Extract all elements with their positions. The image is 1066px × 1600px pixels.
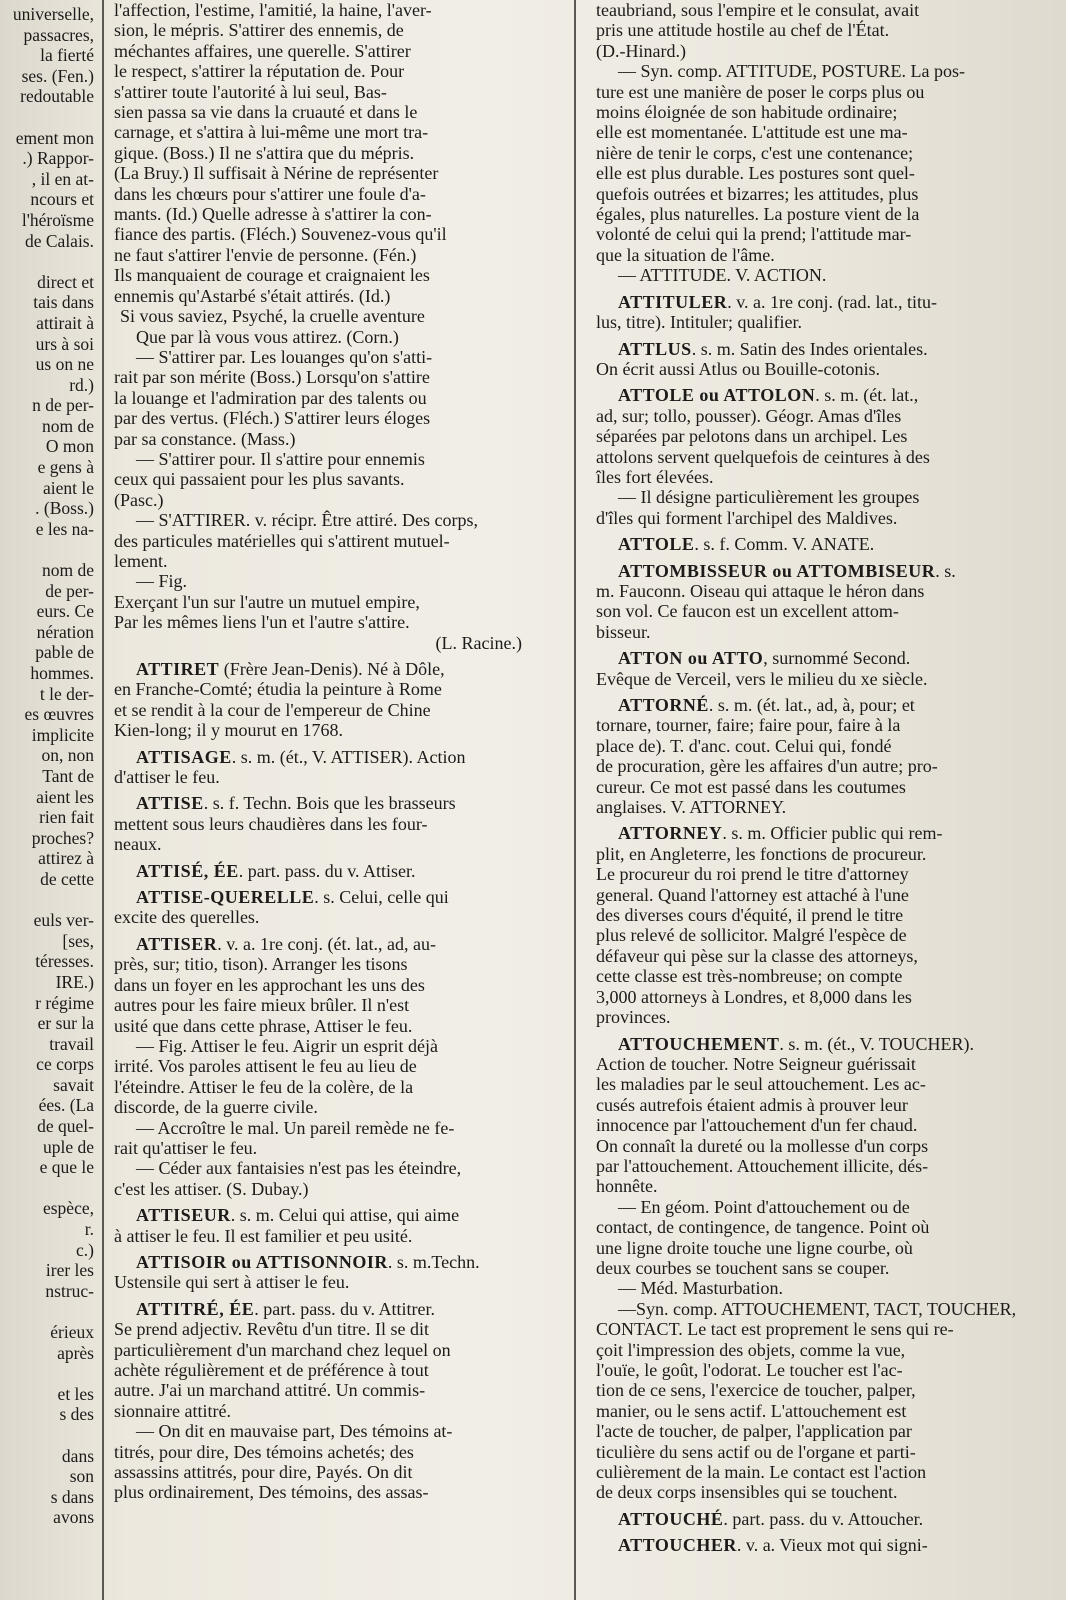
middle-text-line: ATTISÉ, ÉE. part. pass. du v. Attiser. bbox=[136, 860, 416, 881]
middle-text-line: le respect, s'attirer la réputation de. Pour bbox=[114, 61, 405, 82]
right-text-line: Le procureur du roi prend le titre d'attorney bbox=[596, 864, 909, 885]
right-text-line: l'ouïe, le goût, l'odorat. Le toucher est l'ac- bbox=[596, 1360, 903, 1380]
left-text-line: implicite bbox=[31, 724, 94, 745]
left-text-line: de quel- bbox=[37, 1116, 94, 1137]
right-text-line: de procuration, gère les affaires d'un autre; pro- bbox=[596, 756, 938, 777]
right-text-line: CONTACT. Le tact est proprement le sens qui re- bbox=[596, 1319, 954, 1340]
right-text-line: séparées par pelotons dans un archipel. Les bbox=[596, 426, 908, 447]
right-text-line: ATTLUS. s. m. Satin des Indes orientales. bbox=[618, 338, 928, 359]
middle-text-line: Ustensile qui sert à attiser le feu. bbox=[114, 1272, 350, 1293]
right-text-line: ture est une manière de poser le corps plus ou bbox=[596, 81, 925, 102]
left-text-line: nom de bbox=[41, 415, 94, 436]
right-text-line: — Syn. comp. ATTITUDE, POSTURE. La pos- bbox=[618, 61, 965, 82]
middle-text-line: méchantes affaires, une querelle. S'attirer bbox=[114, 40, 411, 61]
left-column-text bbox=[0, 4, 94, 1528]
left-text-line: Tant de bbox=[42, 765, 94, 786]
left-text-line: on, non bbox=[41, 745, 94, 766]
left-text-line: urs à soi bbox=[35, 333, 94, 354]
right-text-line: ATTOUCHÉ. part. pass. du v. Attoucher. bbox=[618, 1508, 924, 1529]
right-text-line: ad, sur; tollo, pousser). Géogr. Amas d'îles bbox=[596, 405, 902, 426]
left-text-line: s dans bbox=[50, 1486, 94, 1507]
right-text-line: ATTORNÉ. s. m. (ét. lat., ad, à, pour; et bbox=[618, 695, 915, 715]
left-column-fragment bbox=[0, 0, 98, 1600]
middle-text-line: ATTISE-QUERELLE. s. Celui, celle qui bbox=[136, 887, 449, 908]
left-text-line: savait bbox=[53, 1074, 94, 1095]
left-text-line: nstruc- bbox=[45, 1280, 94, 1301]
left-text-line: attirait à bbox=[36, 312, 94, 333]
middle-text-line: mettent sous leurs chaudières dans les four- bbox=[114, 813, 428, 834]
middle-text-line: particulièrement d'un marchand chez lequel on bbox=[114, 1339, 451, 1360]
left-text-line: rien fait bbox=[39, 807, 94, 828]
left-text-line: IRE.) bbox=[55, 971, 94, 992]
middle-text-line: sion, le mépris. S'attirer des ennemis, de bbox=[114, 20, 404, 41]
entry-headword: ATTISOIR ou ATTISONNOIR bbox=[136, 1251, 388, 1272]
middle-text-line: achète régulièrement et de préférence à tout bbox=[114, 1360, 429, 1380]
right-text-line: ATTITULER. v. a. 1re conj. (rad. lat., titu- bbox=[618, 291, 937, 312]
middle-text-line: — Fig. bbox=[136, 571, 188, 592]
entry-headword: ATTOUCHEMENT bbox=[618, 1033, 780, 1054]
right-text-line: défaveur qui pèse sur la classe des attorneys, bbox=[596, 945, 918, 966]
middle-text-line: (L. Racine.) bbox=[435, 632, 522, 653]
left-text-line: us on ne bbox=[35, 354, 94, 375]
right-text-line: tornare, tourner, faire; faire pour, faire à la bbox=[596, 715, 901, 736]
middle-text-line: l'éteindre. Attiser le feu de la colère, de la bbox=[114, 1076, 414, 1097]
left-text-line: r. bbox=[84, 1219, 94, 1240]
right-text-line: ATTOUCHER. v. a. Vieux mot qui signi- bbox=[618, 1535, 928, 1556]
right-text-line: ATTOMBISSEUR ou ATTOMBISEUR. s. bbox=[618, 560, 956, 581]
left-text-line: après bbox=[57, 1342, 94, 1363]
middle-column-text bbox=[108, 0, 566, 1503]
right-text-line: deux courbes se touchent sans se couper. bbox=[596, 1257, 890, 1278]
right-text-line: — Méd. Masturbation. bbox=[618, 1278, 783, 1299]
left-text-line: irer les bbox=[45, 1260, 94, 1281]
middle-text-line: à attiser le feu. Il est familier et peu usité. bbox=[114, 1225, 413, 1246]
middle-text-line: excite des querelles. bbox=[114, 907, 260, 928]
left-text-line: redoutable bbox=[20, 86, 94, 107]
middle-text-line: — On dit en mauvaise part, Des témoins at- bbox=[136, 1421, 453, 1442]
right-text-line: teaubriand, sous l'empire et le consulat, avait bbox=[596, 0, 920, 20]
left-text-line: euls ver- bbox=[33, 910, 94, 931]
left-text-line: nom de bbox=[41, 560, 94, 581]
left-text-line bbox=[0, 251, 94, 272]
middle-text-line: (Pasc.) bbox=[114, 489, 164, 510]
middle-text-line: ATTISER. v. a. 1re conj. (ét. lat., ad, au- bbox=[136, 933, 436, 954]
right-text-line: égales, plus naturelles. La posture vient de la bbox=[596, 204, 920, 225]
column-rule-right bbox=[574, 0, 576, 1600]
middle-text-line: Que par là vous vous attirez. (Corn.) bbox=[136, 326, 399, 347]
middle-text-line: neaux. bbox=[114, 834, 162, 855]
right-text-line: son vol. Ce faucon est un excellent attom- bbox=[596, 601, 899, 622]
right-text-line: de deux corps insensibles qui se touchent. bbox=[596, 1482, 898, 1503]
middle-text-line: mants. (Id.) Quelle adresse à s'attirer la con- bbox=[114, 204, 432, 225]
middle-text-line: fiance des partis. (Fléch.) Souvenez-vous qu'il bbox=[114, 224, 447, 245]
right-text-line: nière de tenir le corps, c'est une contenance; bbox=[596, 142, 914, 163]
column-rule-left bbox=[102, 0, 104, 1600]
right-text-line: plus relevé de sollicitor. Malgré l'espèce de bbox=[596, 925, 907, 946]
left-text-line: travail bbox=[49, 1033, 94, 1054]
right-text-line: ATTOLE. s. f. Comm. V. ANATE. bbox=[618, 534, 875, 555]
left-text-line bbox=[0, 1425, 94, 1446]
left-text-line bbox=[0, 1178, 94, 1199]
right-text-line: une ligne droite touche une ligne courbe, où bbox=[596, 1237, 913, 1258]
entry-headword: ATTISE bbox=[136, 793, 204, 814]
right-text-line: Evêque de Verceil, vers le milieu du xe siècle. bbox=[596, 668, 928, 689]
left-text-line: pable de bbox=[35, 642, 94, 663]
left-text-line: n de per- bbox=[32, 395, 94, 416]
middle-text-line: sionnaire attitré. bbox=[114, 1400, 231, 1421]
right-text-line: — Il désigne particulièrement les groupes bbox=[618, 487, 920, 508]
right-text-line: On connaît la dureté ou la mollesse d'un corps bbox=[596, 1135, 929, 1156]
right-column-text bbox=[582, 0, 1066, 1556]
right-text-line: des diverses cours d'équité, il prend le titre bbox=[596, 905, 904, 926]
left-text-line: et les bbox=[57, 1383, 94, 1404]
right-text-line: anglaises. V. ATTORNEY. bbox=[596, 797, 787, 818]
entry-headword: ATTIRET bbox=[136, 659, 220, 679]
left-text-line: eurs. Ce bbox=[36, 601, 94, 622]
right-text-line: ATTON ou ATTO, surnommé Second. bbox=[618, 648, 911, 669]
entry-headword: ATTON ou ATTO bbox=[618, 648, 764, 669]
left-text-line: rd.) bbox=[69, 374, 94, 395]
middle-text-line: Ils manquaient de courage et craignaient les bbox=[114, 265, 430, 286]
right-text-line: cureur. Ce mot est passé dans les coutumes bbox=[596, 776, 906, 797]
right-text-line: m. Fauconn. Oiseau qui attaque le héron dans bbox=[596, 580, 925, 601]
middle-text-line: ne faut s'attirer l'envie de personne. (Fén.) bbox=[114, 244, 417, 265]
middle-text-line: Si vous saviez, Psyché, la cruelle aventure bbox=[120, 306, 425, 327]
right-text-line: cusés autrefois étaient admis à prouver leur bbox=[596, 1094, 908, 1115]
right-text-line: (D.-Hinard.) bbox=[596, 40, 686, 61]
middle-text-line: dans les chœurs pour s'attirer une foule d'a- bbox=[114, 183, 426, 204]
middle-text-line: par sa constance. (Mass.) bbox=[114, 428, 296, 449]
middle-text-line: rait par son mérite (Boss.) Lorsqu'on s'attire bbox=[114, 367, 430, 388]
right-text-line: bisseur. bbox=[596, 621, 651, 642]
left-text-line bbox=[0, 1363, 94, 1384]
left-text-line: tais dans bbox=[33, 292, 94, 313]
middle-text-line: ATTITRÉ, ÉE. part. pass. du v. Attitrer. bbox=[136, 1298, 436, 1319]
right-text-line: provinces. bbox=[596, 1007, 671, 1028]
right-text-line: ATTOLE ou ATTOLON. s. m. (ét. lat., bbox=[618, 385, 919, 406]
left-text-line: O mon bbox=[45, 436, 94, 457]
entry-headword: ATTLUS bbox=[618, 338, 692, 359]
left-text-line: .) Rappor- bbox=[22, 148, 94, 169]
left-text-line: dans bbox=[61, 1445, 94, 1466]
middle-text-line: ATTISAGE. s. m. (ét., V. ATTISER). Action bbox=[136, 746, 466, 767]
middle-text-line: — Céder aux fantaisies n'est pas les éteindre, bbox=[136, 1158, 462, 1179]
middle-text-line: c'est les attiser. (S. Dubay.) bbox=[114, 1178, 309, 1199]
entry-headword: ATTOMBISSEUR ou ATTOMBISEUR bbox=[618, 560, 936, 581]
right-text-line: — ATTITUDE. V. ACTION. bbox=[618, 265, 827, 286]
middle-text-line: ATTIRET (Frère Jean-Denis). Né à Dôle, bbox=[136, 659, 445, 679]
right-text-line: —Syn. comp. ATTOUCHEMENT, TACT, TOUCHER, bbox=[618, 1298, 1017, 1319]
right-text-line: general. Quand l'attorney est attaché à l'une bbox=[596, 884, 909, 905]
right-text-line: çoit l'impression des objets, comme la vue, bbox=[596, 1339, 906, 1360]
middle-text-line: autre. J'ai un marchand attitré. Un commis- bbox=[114, 1380, 426, 1401]
middle-text-line: sien passa sa vie dans la cruauté et dans le bbox=[114, 102, 418, 123]
middle-text-line: Kien-long; il y mourut en 1768. bbox=[114, 720, 343, 741]
middle-text-line: carnage, et s'attira à lui-même une mort tra- bbox=[114, 122, 429, 143]
right-text-line: ATTOUCHEMENT. s. m. (ét., V. TOUCHER). bbox=[618, 1033, 975, 1054]
right-text-line: plit, en Angleterre, les fonctions de procureur. bbox=[596, 843, 927, 864]
left-text-line: son bbox=[69, 1466, 94, 1487]
right-text-line: îles fort élevées. bbox=[596, 466, 714, 487]
right-text-line: elle est plus durable. Les postures sont quel- bbox=[596, 163, 915, 184]
right-text-line: par l'attouchement. Attouchement illicite, dés- bbox=[596, 1155, 929, 1176]
left-text-line: e que le bbox=[39, 1157, 94, 1178]
left-text-line: ement mon bbox=[15, 127, 94, 148]
entry-headword: ATTISE-QUERELLE bbox=[136, 887, 315, 908]
left-text-line: attirez à bbox=[38, 848, 94, 869]
middle-text-line: — S'attirer pour. Il s'attire pour ennemis bbox=[136, 448, 425, 469]
left-text-line bbox=[0, 1301, 94, 1322]
right-text-line: lus, titre). Intituler; qualifier. bbox=[596, 312, 802, 333]
right-text-line: contact, de contingence, de tangence. Point où bbox=[596, 1217, 930, 1238]
middle-text-line: l'affection, l'estime, l'amitié, la haine, l'aver- bbox=[114, 0, 432, 20]
right-text-line: place de). T. d'anc. cout. Celui qui, fondé bbox=[596, 735, 892, 756]
middle-text-line: la louange et l'admiration par des talents ou bbox=[114, 387, 427, 408]
right-text-line: moins éloignée de son habitude ordinaire; bbox=[596, 102, 898, 123]
right-text-line: innocence par l'attouchement d'un fer chaud. bbox=[596, 1115, 918, 1136]
middle-text-line: Se prend adjectiv. Revêtu d'un titre. Il se dit bbox=[114, 1319, 429, 1340]
middle-text-line: plus ordinairement, Des témoins, des assas- bbox=[114, 1482, 429, 1503]
left-text-line bbox=[0, 539, 94, 560]
left-text-line: hommes. bbox=[30, 663, 94, 683]
left-text-line: r régime bbox=[35, 992, 94, 1013]
entry-headword: ATTISÉ, ÉE bbox=[136, 860, 239, 881]
entry-headword: ATTISER bbox=[136, 933, 218, 954]
right-text-line: Action de toucher. Notre Seigneur guérissait bbox=[596, 1053, 916, 1074]
middle-text-line: titrés, pour dire, Des témoins achetés; des bbox=[114, 1441, 414, 1462]
left-text-line: de per- bbox=[45, 580, 94, 601]
right-text-line: les maladies par le seul attouchement. Les ac- bbox=[596, 1074, 926, 1095]
left-text-line: ce corps bbox=[36, 1054, 94, 1075]
middle-text-line: — S'ATTIRER. v. récipr. Être attiré. Des corps, bbox=[136, 510, 478, 531]
right-text-line: tion de ce sens, l'exercice de toucher, palper, bbox=[596, 1380, 916, 1401]
left-text-line: l'héroïsme bbox=[21, 209, 94, 230]
middle-text-line: s'attirer toute l'autorité à lui seul, Bas- bbox=[114, 81, 387, 102]
left-text-line: es œuvres bbox=[24, 704, 94, 725]
left-text-line: e les na- bbox=[35, 518, 94, 539]
right-text-line: culièrement de la main. Le contact est l'action bbox=[596, 1462, 927, 1483]
left-text-line bbox=[0, 890, 94, 911]
left-text-line: e gens à bbox=[37, 457, 94, 478]
middle-text-line: des particules matérielles qui s'attirent mutuel- bbox=[114, 530, 450, 551]
entry-headword: ATTORNÉ bbox=[618, 695, 709, 715]
middle-text-line: ceux qui passaient pour les plus savants. bbox=[114, 469, 405, 490]
middle-text-line: (La Bruy.) Il suffisait à Nérine de représenter bbox=[114, 163, 439, 184]
middle-text-line: ATTISEUR. s. m. Celui qui attise, qui aime bbox=[136, 1205, 460, 1226]
middle-text-line: rait qu'attiser le feu. bbox=[114, 1137, 258, 1158]
entry-headword: ATTITRÉ, ÉE bbox=[136, 1298, 255, 1319]
middle-text-line: — Fig. Attiser le feu. Aigrir un esprit déjà bbox=[136, 1035, 438, 1056]
middle-text-line: gique. (Boss.) Il ne s'attira que du mépris. bbox=[114, 142, 415, 163]
middle-column bbox=[108, 0, 566, 1600]
right-text-line: volonté de celui qui la prend; l'attitude mar- bbox=[596, 224, 912, 245]
left-text-line: uple de bbox=[42, 1136, 94, 1157]
right-column bbox=[582, 0, 1066, 1600]
left-text-line: . (Boss.) bbox=[35, 498, 94, 519]
left-text-line: la fierté bbox=[40, 45, 94, 66]
middle-text-line: d'attiser le feu. bbox=[114, 767, 220, 788]
entry-headword: ATTISEUR bbox=[136, 1205, 231, 1226]
left-text-line: ncours et bbox=[30, 189, 94, 210]
middle-text-line: — Accroître le mal. Un pareil remède ne fe- bbox=[136, 1117, 455, 1138]
right-text-line: — En géom. Point d'attouchement ou de bbox=[618, 1196, 910, 1217]
middle-text-line: en Franche-Comté; étudia la peinture à Rome bbox=[114, 679, 442, 700]
entry-headword: ATTISAGE bbox=[136, 746, 232, 767]
entry-headword: ATTOLE bbox=[618, 534, 695, 555]
right-text-line: que la situation de l'âme. bbox=[596, 244, 775, 265]
left-text-line: de cette bbox=[40, 868, 94, 889]
right-text-line: ticulière du sens actif ou de l'organe et parti- bbox=[596, 1441, 916, 1462]
middle-text-line: ennemis qu'Astarbé s'était attirés. (Id.) bbox=[114, 285, 391, 306]
left-text-line: aient le bbox=[42, 477, 94, 498]
left-text-line: [ses, bbox=[62, 930, 94, 951]
middle-text-line: et se rendit à la cour de l'empereur de Chine bbox=[114, 699, 431, 720]
right-text-line: pris une attitude hostile au chef de l'État. bbox=[596, 20, 890, 41]
middle-text-line: lement. bbox=[114, 550, 168, 571]
left-text-line: er sur la bbox=[37, 1013, 94, 1034]
right-text-line: cette classe est très-nombreuse; on compte bbox=[596, 966, 903, 987]
left-text-line: ses. (Fen.) bbox=[21, 65, 94, 86]
right-text-line: manier, ou le sens actif. L'attouchement est bbox=[596, 1400, 907, 1421]
right-text-line: On écrit aussi Atlus ou Bouille-cotonis. bbox=[596, 358, 880, 379]
entry-headword: ATTORNEY bbox=[618, 823, 723, 844]
left-text-line: direct et bbox=[37, 271, 94, 292]
left-text-line: avons bbox=[53, 1507, 94, 1528]
right-text-line: 3,000 attorneys à Londres, et 8,000 dans les bbox=[596, 986, 912, 1007]
middle-text-line: irrité. Vos paroles attisent le feu au lieu de bbox=[114, 1056, 417, 1077]
left-text-line: ées. (La bbox=[38, 1095, 94, 1116]
middle-text-line: autres pour les faire mieux brûler. Il n'est bbox=[114, 995, 410, 1016]
entry-headword: ATTOUCHÉ bbox=[618, 1508, 724, 1529]
middle-text-line: assassins attitrés, pour dire, Payés. On dit bbox=[114, 1462, 413, 1483]
left-text-line: c.) bbox=[76, 1239, 94, 1260]
entry-headword: ATTOLE ou ATTOLON bbox=[618, 385, 816, 406]
middle-text-line: près, sur; titio, tison). Arranger les tisons bbox=[114, 954, 408, 975]
entry-headword: ATTITULER bbox=[618, 291, 728, 312]
left-text-line: aient les bbox=[36, 786, 94, 807]
entry-headword: ATTOUCHER bbox=[618, 1535, 737, 1556]
left-text-line: de Calais. bbox=[24, 230, 94, 251]
left-text-line: téresses. bbox=[35, 951, 94, 972]
left-text-line: espèce, bbox=[42, 1198, 94, 1219]
middle-text-line: ATTISOIR ou ATTISONNOIR. s. m.Techn. bbox=[136, 1251, 480, 1272]
left-text-line: universelle, bbox=[12, 4, 94, 24]
left-text-line: passacres, bbox=[23, 24, 94, 45]
middle-text-line: Exerçant l'un sur l'autre un mutuel empire, bbox=[114, 591, 420, 612]
left-text-line: nération bbox=[36, 621, 94, 642]
middle-text-line: dans un foyer en les approchant les uns des bbox=[114, 974, 425, 995]
middle-text-line: par des vertus. (Fléch.) S'attirer leurs éloges bbox=[114, 408, 431, 429]
left-text-line: proches? bbox=[31, 827, 94, 848]
middle-text-line: — S'attirer par. Les louanges qu'on s'atti- bbox=[136, 346, 433, 367]
left-text-line bbox=[0, 107, 94, 128]
left-text-line: t le der- bbox=[39, 683, 94, 704]
middle-text-line: discorde, de la guerre civile. bbox=[114, 1097, 318, 1118]
right-text-line: l'acte de toucher, de palper, l'application par bbox=[596, 1421, 912, 1442]
right-text-line: attolons servent quelquefois de ceintures à des bbox=[596, 446, 930, 467]
right-text-line: quefois outrées et bizarres; les attitudes, plus bbox=[596, 183, 919, 204]
left-text-line: s des bbox=[59, 1404, 94, 1425]
right-text-line: ATTORNEY. s. m. Officier public qui rem- bbox=[618, 823, 943, 844]
right-text-line: elle est momentanée. L'attitude est une ma- bbox=[596, 122, 908, 143]
left-text-line: érieux bbox=[50, 1322, 94, 1342]
right-text-line: d'îles qui forment l'archipel des Maldives. bbox=[596, 507, 898, 528]
right-text-line: honnête. bbox=[596, 1176, 658, 1197]
left-text-line: , il en at- bbox=[31, 168, 94, 189]
middle-text-line: usité que dans cette phrase, Attiser le feu. bbox=[114, 1015, 413, 1036]
middle-text-line: Par les mêmes liens l'un et l'autre s'attire. bbox=[114, 612, 410, 633]
middle-text-line: ATTISE. s. f. Techn. Bois que les brasseurs bbox=[136, 793, 456, 814]
